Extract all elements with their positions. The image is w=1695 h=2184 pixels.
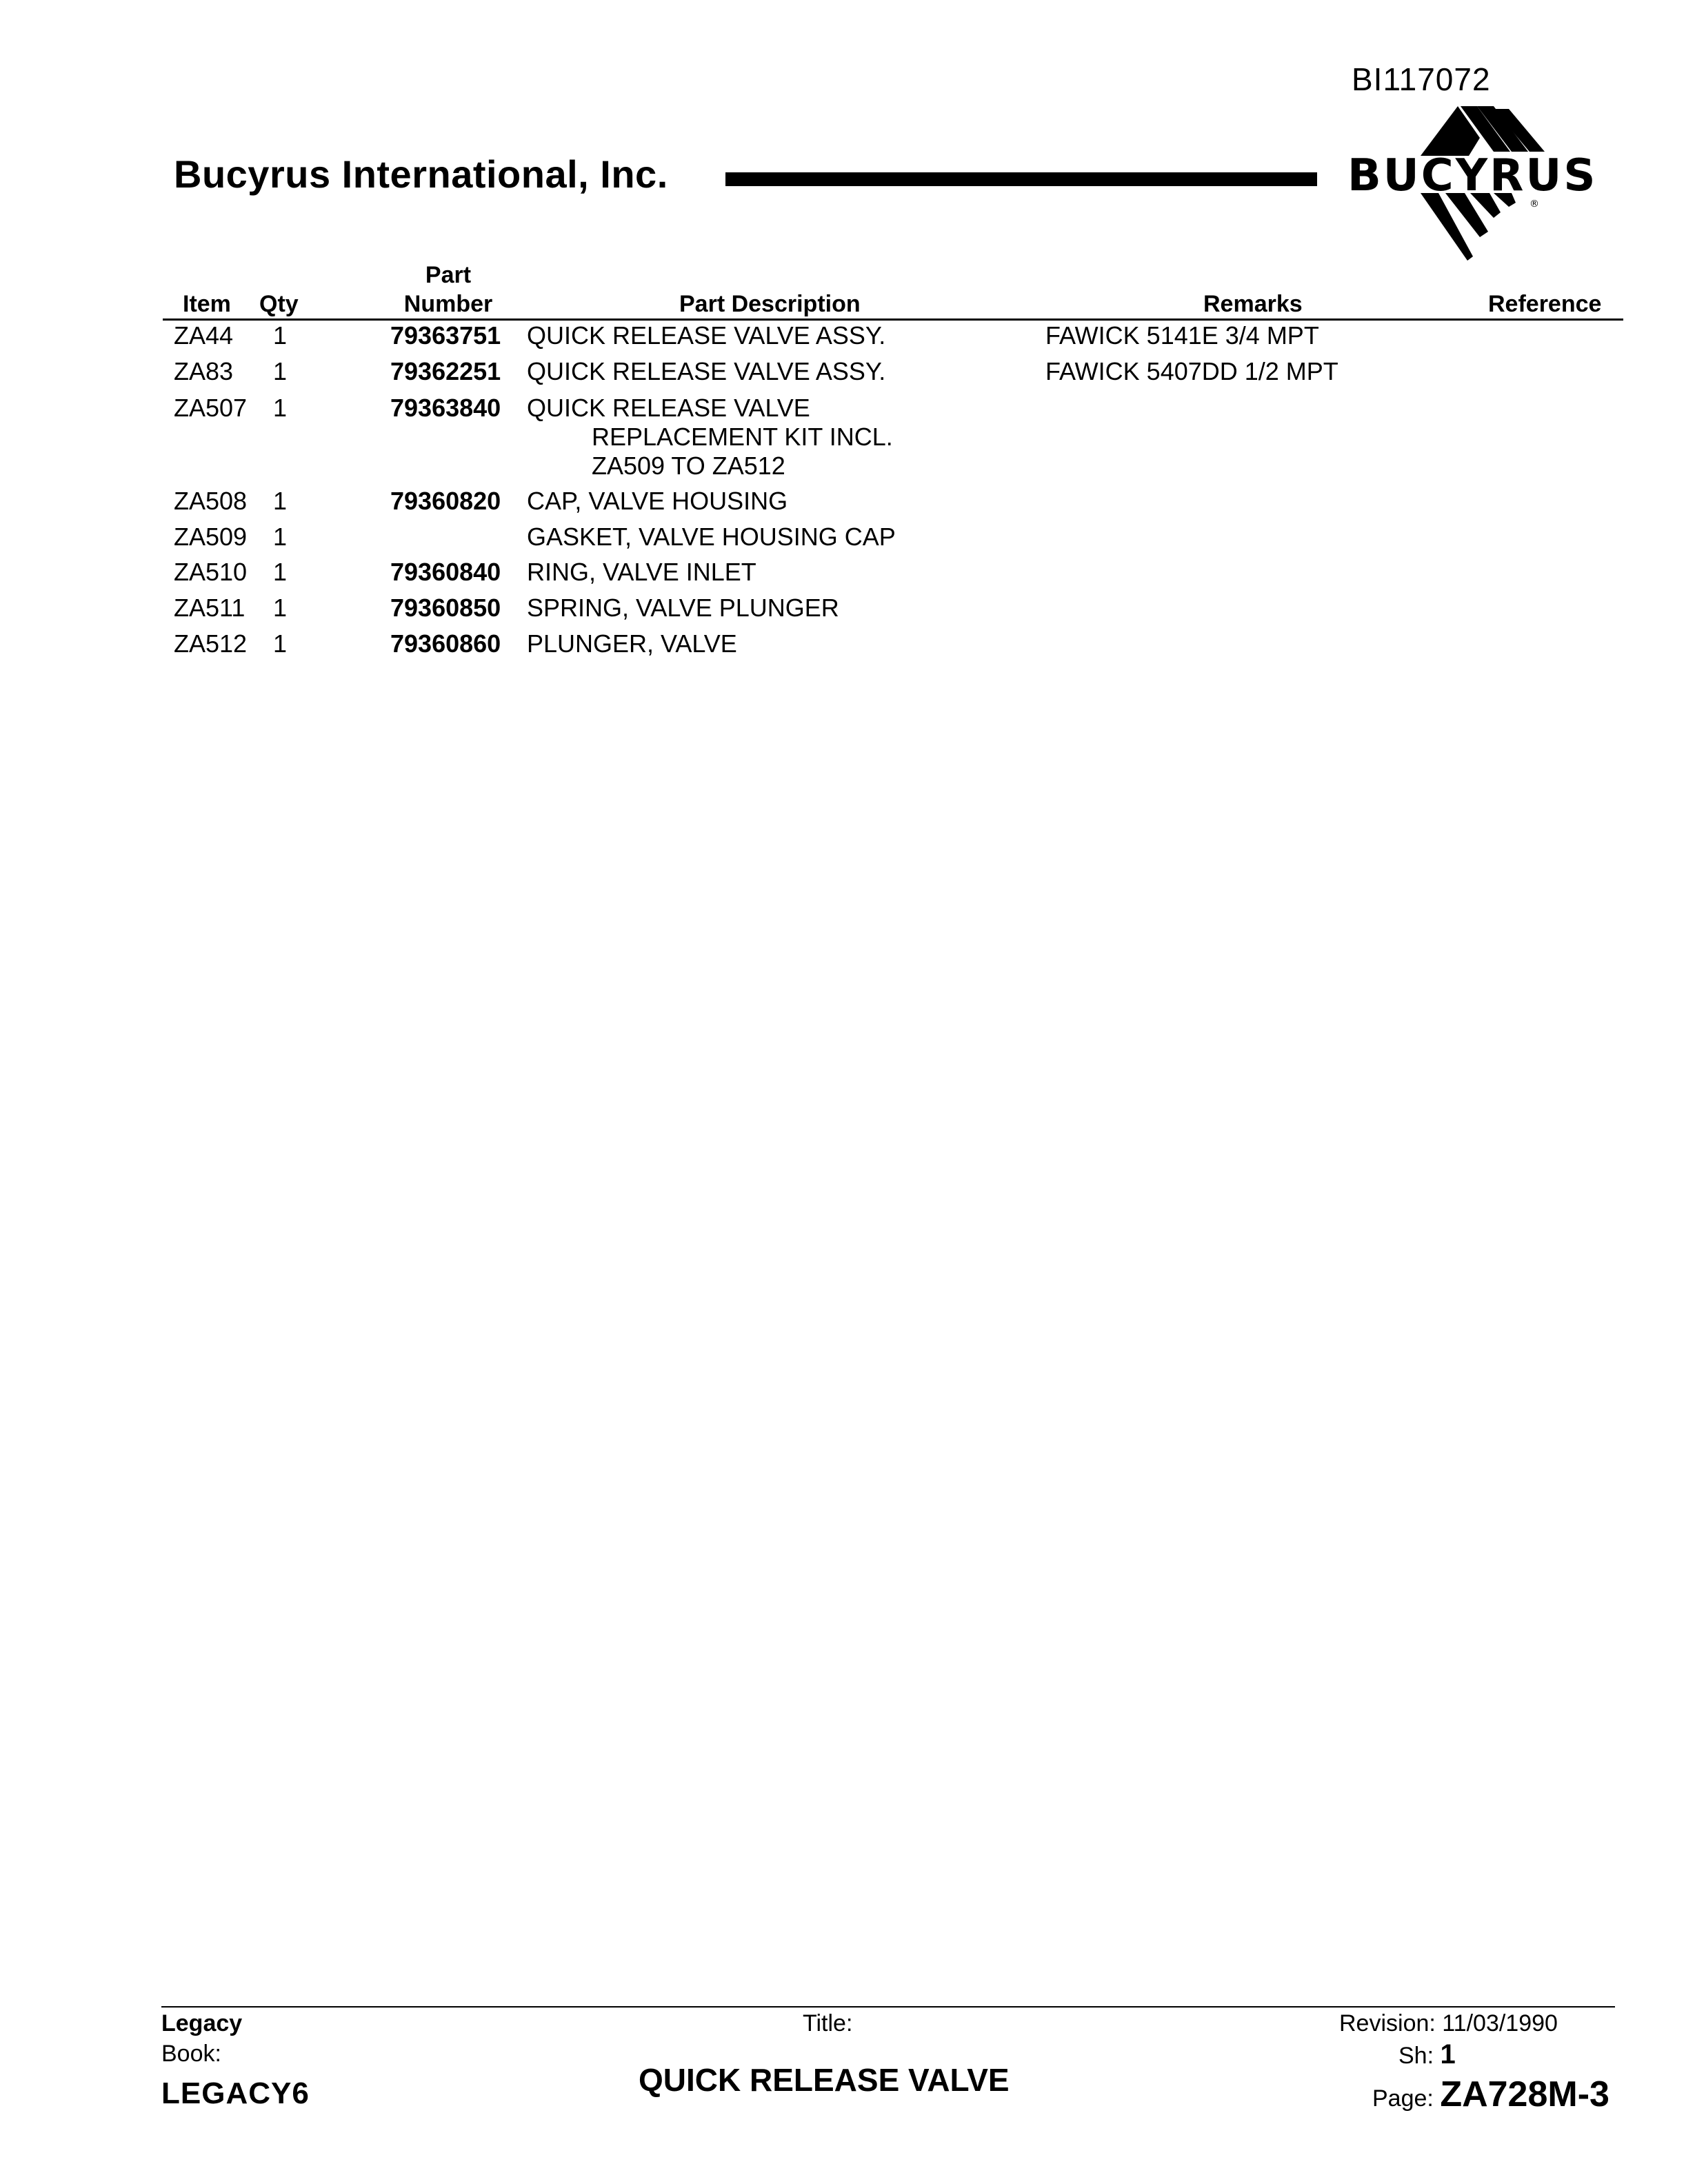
cell-part-number: 79360850 (390, 594, 501, 622)
revision-label: Revision: (1339, 2010, 1436, 2036)
cell-qty: 1 (273, 594, 288, 622)
cell-part-number: 79362251 (390, 357, 501, 385)
legacy-label: Legacy (161, 2010, 243, 2036)
cell-remarks: FAWICK 5141E 3/4 MPT (1045, 321, 1319, 350)
cell-item: ZA511 (174, 594, 245, 622)
cell-remarks: FAWICK 5407DD 1/2 MPT (1045, 357, 1338, 385)
description-line: REPLACEMENT KIT INCL. (592, 423, 893, 451)
column-header-part-line1: Part (425, 262, 472, 288)
sheet-label: Sh: (1398, 2043, 1434, 2069)
cell-item: ZA507 (174, 394, 248, 422)
column-header-remarks: Remarks (1203, 291, 1303, 317)
cell-item: ZA512 (174, 629, 248, 658)
column-header-part-number (393, 261, 503, 318)
book-value: LEGACY6 (161, 2076, 310, 2110)
revision (1339, 2010, 1558, 2037)
cell-qty: 1 (273, 558, 288, 586)
cell-part-number: 79363840 (390, 394, 501, 422)
cell-qty: 1 (273, 357, 288, 385)
description-line: QUICK RELEASE VALVE ASSY. (527, 357, 886, 385)
cell-description (527, 594, 839, 623)
company-name: Bucyrus International, Inc. (174, 152, 668, 196)
description-line: PLUNGER, VALVE (527, 629, 737, 658)
document-id: BI117072 (1352, 61, 1491, 97)
cell-description (527, 487, 788, 516)
page-label: Page: (1372, 2085, 1434, 2112)
title-label: Title: (803, 2010, 853, 2036)
cell-part-number: 79363751 (390, 321, 501, 350)
description-line: QUICK RELEASE VALVE ASSY. (527, 321, 886, 350)
sheet-value: 1 (1440, 2039, 1456, 2070)
title-value: QUICK RELEASE VALVE (639, 2062, 1010, 2098)
cell-description (527, 558, 756, 587)
footer-rule (161, 2006, 1615, 2008)
table-header-rule (163, 318, 1623, 321)
cell-description (527, 394, 893, 481)
page-value: ZA728M-3 (1440, 2074, 1609, 2114)
column-header-qty: Qty (259, 291, 299, 317)
cell-description (527, 523, 896, 552)
description-line: RING, VALVE INLET (527, 558, 756, 586)
description-line: QUICK RELEASE VALVE (527, 394, 810, 422)
cell-description (527, 321, 885, 350)
cell-description (527, 629, 737, 658)
description-line: GASKET, VALVE HOUSING CAP (527, 523, 896, 551)
header-rule (725, 172, 1317, 186)
column-header-description: Part Description (679, 291, 861, 317)
cell-qty: 1 (273, 321, 288, 350)
logo-text: BUCYRUS (1347, 150, 1598, 201)
cell-description (527, 357, 885, 386)
book-label: Book: (161, 2041, 221, 2067)
revision-value: 11/03/1990 (1442, 2010, 1558, 2036)
cell-part-number: 79360820 (390, 487, 501, 515)
cell-qty: 1 (273, 394, 288, 422)
cell-item: ZA509 (174, 523, 248, 551)
bucyrus-logo (1338, 102, 1614, 267)
cell-item: ZA510 (174, 558, 248, 586)
cell-item: ZA83 (174, 357, 234, 385)
cell-part-number: 79360860 (390, 629, 501, 658)
description-line: SPRING, VALVE PLUNGER (527, 594, 839, 622)
page-number (1372, 2074, 1609, 2115)
description-line: ZA509 TO ZA512 (592, 452, 785, 480)
cell-item: ZA44 (174, 321, 234, 350)
cell-item: ZA508 (174, 487, 248, 515)
cell-qty: 1 (273, 523, 288, 551)
cell-qty: 1 (273, 629, 288, 658)
column-header-item: Item (183, 291, 231, 317)
cell-qty: 1 (273, 487, 288, 515)
cell-part-number: 79360840 (390, 558, 501, 586)
column-header-part-line2: Number (403, 291, 493, 317)
svg-text:®: ® (1529, 199, 1539, 210)
description-line: CAP, VALVE HOUSING (527, 487, 788, 515)
column-header-reference: Reference (1488, 291, 1602, 317)
sheet (1398, 2039, 1456, 2070)
